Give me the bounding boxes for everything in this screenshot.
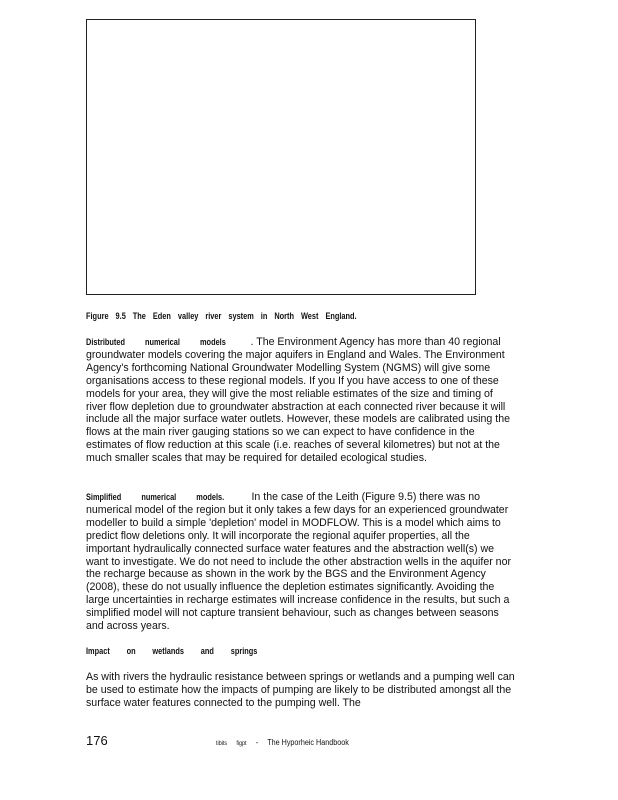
figure-image-frame (86, 19, 476, 295)
footer-mark: figpt (236, 741, 247, 747)
section-heading: Impact on wetlands and springs (86, 646, 258, 656)
paragraph-lead: Distributed numerical models (86, 337, 226, 347)
caption-word: North (274, 311, 294, 321)
footer-title: The Hyporheic Handbook (267, 738, 349, 747)
caption-word: West (300, 311, 319, 321)
caption-word: Figure (86, 311, 109, 321)
footer-separator: - (255, 738, 259, 747)
caption-word: The (132, 311, 146, 321)
caption-word: river (205, 311, 222, 321)
figure-caption (86, 311, 357, 325)
paragraph-text: In the case of the Leith (Figure 9.5) there was no numerical model of the region but it only takes a few days for an experienced groundwater modeller to build a simple 'depletion' model in MODFLOW. This is a model which aims to predict flow deletions only. It will incorporate the regional aquifer properties, all the important hydraulically connected surface water features and the abstraction well(s) we want to investigate. We do not need to include the other abstraction wells in the aquifer nor the recharge because as shown in the work by the BGS and the Environment Agency (2008), these do not usually influence the depletion estimates significantly. Avoiding the large uncertainties in recharge estimates will increase confidence in the results, but such a simplified model will not capture transient behaviour, such as changes between seasons and across years. (86, 491, 511, 633)
paragraph-wetlands: As with rivers the hydraulic resistance between springs or wetlands and a pumping well can be used to estimate how the impacts of pumping are likely to be distributed amongst all the surface water features connected to the pumping well. The (86, 671, 515, 709)
page-number: 176 (86, 733, 108, 748)
paragraph-lead: Simplified numerical models. (86, 492, 225, 502)
caption-word: in (260, 311, 268, 321)
caption-word: valley (177, 311, 199, 321)
paragraph-simplified-models (86, 491, 516, 633)
caption-word: England. (325, 311, 357, 321)
caption-word: Eden (152, 311, 171, 321)
footer-mark: tibits (216, 741, 228, 747)
caption-word: system (228, 311, 254, 321)
caption-word: 9.5 (115, 311, 126, 321)
paragraph-distributed-models (86, 336, 516, 465)
page-footer (216, 738, 356, 747)
paragraph-text: . The Environment Agency has more than 40 regional groundwater models covering the major aquifers in England and Wales. The Environment Agency's forthcoming National Groundwater Modelling System (NGMS) will give some organisations access to these regional models. If you If you have access to one of these models for your area, they will give the most reliable estimates of the size and timing of river flow depletion due to groundwater abstraction at each connected river because it will include all the major surface water outlets. However, these models are calibrated using the flows at the main river gauging stations so we can expect to have confidence in the estimates of flow reduction at this scale (i.e. reaches of several kilometres) but not at the much smaller scales that may be required for detailed ecological studies. (86, 336, 510, 465)
